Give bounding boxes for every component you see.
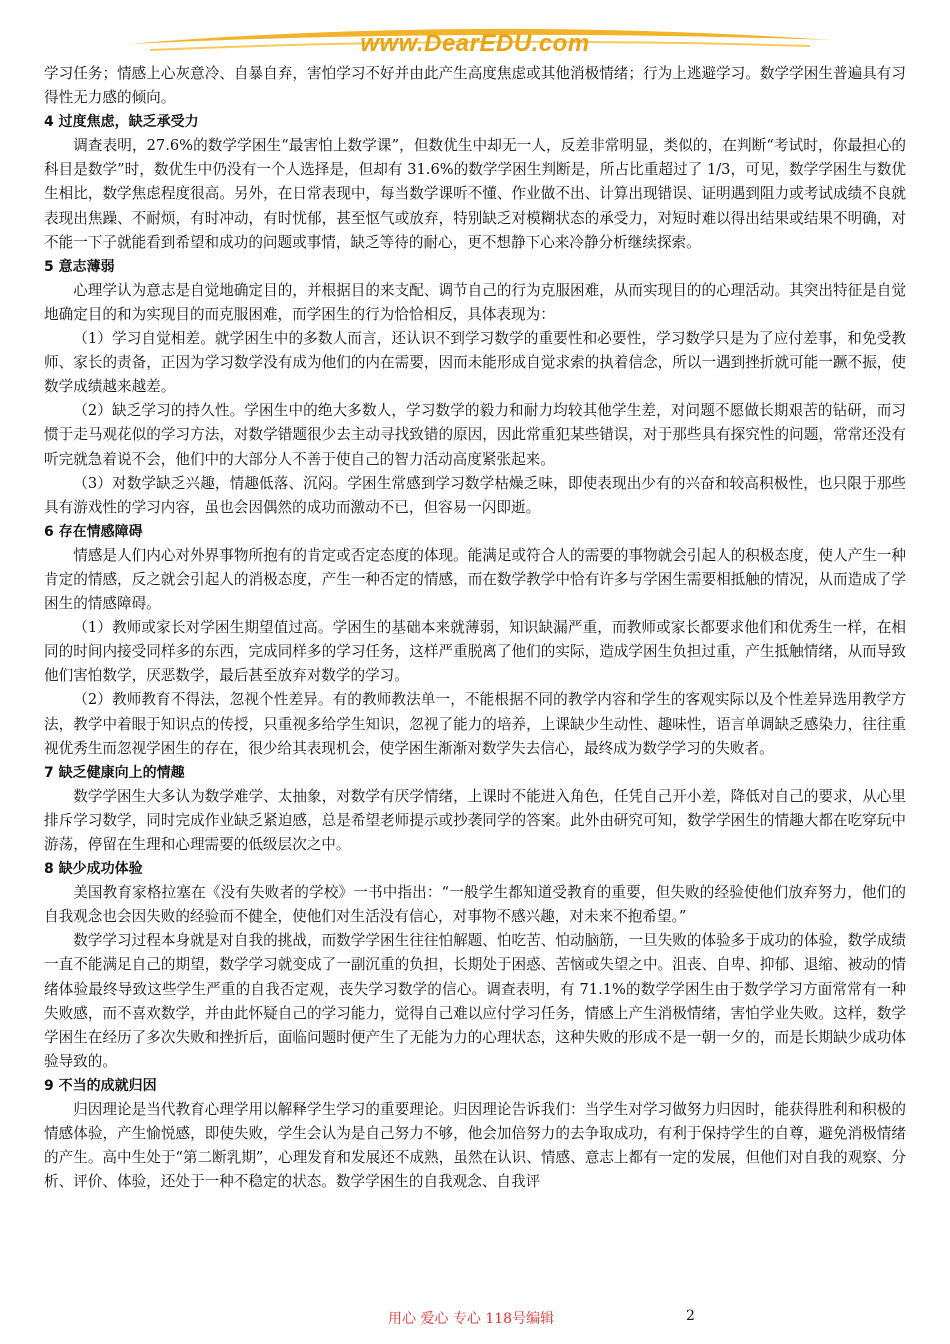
section-heading: 5 意志薄弱 <box>44 258 115 275</box>
paragraph: 学习任务；情感上心灰意冷、自暴自弃，害怕学习不好并由此产生高度焦虑或其他消极情绪；行为上逃避学习。数学学困生普遍具有习得性无力感的倾向。 <box>44 65 906 107</box>
page-header <box>0 0 950 70</box>
footer-note: 用心 爱心 专心 118号编辑 <box>388 1311 555 1327</box>
section-heading: 9 不当的成就归因 <box>44 1077 157 1094</box>
page-footer <box>0 1308 950 1332</box>
site-logo[interactable]: www.DearEDU.com <box>360 30 590 57</box>
paragraph: 情感是人们内心对外界事物所抱有的肯定或否定态度的体现。能满足或符合人的需要的事物就会引起人的积极态度，使人产生一种肯定的情感，反之就会引起人的消极态度，产生一种否定的情感，而在数学教学中恰有许多与学困生需要相抵触的情况，从而造成了学困生的情感障碍。 <box>44 546 906 613</box>
paragraph: 心理学认为意志是自觉地确定目的，并根据目的来支配、调节自己的行为克服困难，从而实现目的的心理活动。其突出特征是自觉地确定目的和为实现目的而克服困难，而学困生的行为恰恰相反，具体表现为： <box>44 281 906 323</box>
article-body <box>44 62 906 1194</box>
paragraph: 数学学困生大多认为数学难学、太抽象，对数学有厌学情绪，上课时不能进入角色，任凭自己开小差，降低对自己的要求，从心里排斥学习数学，同时完成作业缺乏紧迫感，总是希望老师提示或抄袭同学的答案。此外由研究可知，数学学困生的情趣大都在吃穿玩中游荡，停留在生理和心理需要的低级层次之中。 <box>44 787 906 853</box>
paragraph: （2）缺乏学习的持久性。学困生中的绝大多数人，学习数学的毅力和耐力均较其他学生差，对问题不愿做长期艰苦的钻研，而习惯于走马观花似的学习方法，对数学错题很少去主动寻找致错的原因，因此常重犯某些错误，对于那些具有探究性的问题，常常还没有听完就急着说不会，他们中的大部分人不善于使自己的智力活动高度紧张起来。 <box>44 402 906 468</box>
page-number: 2 <box>686 1308 695 1324</box>
paragraph: （1）教师或家长对学困生期望值过高。学困生的基础本来就薄弱，知识缺漏严重，而教师或家长都要求他们和优秀生一样，在相同的时间内接受同样多的东西，完成同样多的学习任务，这样严重脱离了他们的实际，造成学困生负担过重，产生抵触情绪，从而导致他们害怕数学，厌恶数学，最后甚至放弃对数学的学习。 <box>44 619 906 685</box>
paragraph: （1）学习自觉相差。就学困生中的多数人而言，还认识不到学习数学的重要性和必要性，学习数学只是为了应付差事，和免受教师、家长的责备，正因为学习数学没有成为他们的内在需要，因而未能形成自觉求索的执着信念，所以一遇到挫折就可能一蹶不振，使数学成绩越来越差。 <box>44 330 906 396</box>
paragraph: （2）教师教育不得法，忽视个性差异。有的教师教法单一，不能根据不同的教学内容和学生的客观实际以及个性差异选用教学方法，教学中着眼于知识点的传授，只重视多给学生知识，忽视了能力的培养，上课缺少生动性、趣味性，语言单调缺乏感染力，往往重视优秀生而忽视学困生的存在，很少给其表现机会，使学困生渐渐对数学失去信心，最终成为数学学习的失败者。 <box>44 691 906 757</box>
paragraph: 归因理论是当代教育心理学用以解释学生学习的重要理论。归因理论告诉我们：当学生对学习做努力归因时，能获得胜利和积极的情感体验，产生愉悦感，即使失败，学生会认为是自己努力不够，他会加倍努力的去争取成功，有利于保持学生的自尊，避免消极情绪的产生。高中生处于“第二断乳期”，心理发育和发展还不成熟，虽然在认识、情感、意志上都有一定的发展，但他们对自我的观察、分析、评价、体验，还处于一种不稳定的状态。数学学困生的自我观念、自我评 <box>44 1101 906 1191</box>
section-heading: 8 缺少成功体验 <box>44 861 143 878</box>
paragraph: 调查表明，27.6%的数学学困生“最害怕上数学课”，但数优生中却无一人，反差非常明显，类似的，在判断“考试时，你最担心的科目是数学”时，数优生中仍没有一个人选择是，但却有 31.6%的数学学困生判断是，所占比重超过了 1/3，可见，数学学困生与数优生相比，数学焦虑程度很高。另外，在日常表现中，每当数学课听不懂、作业做不出、计算出现错误、证明遇到阻力或考试成绩不良就表现出焦躁、不耐烦，有时冲动，有时忧郁，甚至怄气或放弃，特别缺乏对模糊状态的承受力，对短时难以得出结果或结果不明确，对不能一下子就能看到希望和成功的问题或事情，缺乏等待的耐心，更不想静下心来冷静分析继续探索。 <box>44 137 906 251</box>
paragraph: 数学学习过程本身就是对自我的挑战，而数学学困生往往怕解题、怕吃苦、怕动脑筋，一旦失败的体验多于成功的体验，数学成绩一直不能满足自己的期望，数学学习就变成了一副沉重的负担，长期处于困惑、苦恼或失望之中。沮丧、自卑、抑郁、退缩、被动的情绪体验最终导致这些学生严重的自我否定观，丧失学习数学的信心。调查表明，有 71.1%的数学学困生由于数学学习方面常常有一种失败感，而不喜欢数学，并由此怀疑自己的学习能力，觉得自己难以应付学习任务，情感上产生消极情绪，害怕学业失败。这样，数学学困生在经历了多次失败和挫折后，面临问题时便产生了无能为力的心理状态，这种失败的形成不是一朝一夕的，而是长期缺少成功体验导致的。 <box>44 932 906 1070</box>
section-heading: 4 过度焦虑，缺乏承受力 <box>44 114 199 131</box>
section-heading: 7 缺乏健康向上的情趣 <box>44 764 185 781</box>
paragraph: 美国教育家格拉塞在《没有失败者的学校》一书中指出：“一般学生都知道受教育的重要，但失败的经验使他们放弃努力，他们的自我观念也会因失败的经验而不健全，使他们对生活没有信心，对事物不感兴趣，对未来不抱希望。” <box>44 884 906 926</box>
section-heading: 6 存在情感障碍 <box>44 523 143 540</box>
paragraph: （3）对数学缺乏兴趣，情趣低落、沉闷。学困生常感到学习数学枯燥乏味，即使表现出少有的兴奋和较高积极性，也只限于那些具有游戏性的学习内容，虽也会因偶然的成功而激动不已，但容易一闪即逝。 <box>44 474 906 516</box>
